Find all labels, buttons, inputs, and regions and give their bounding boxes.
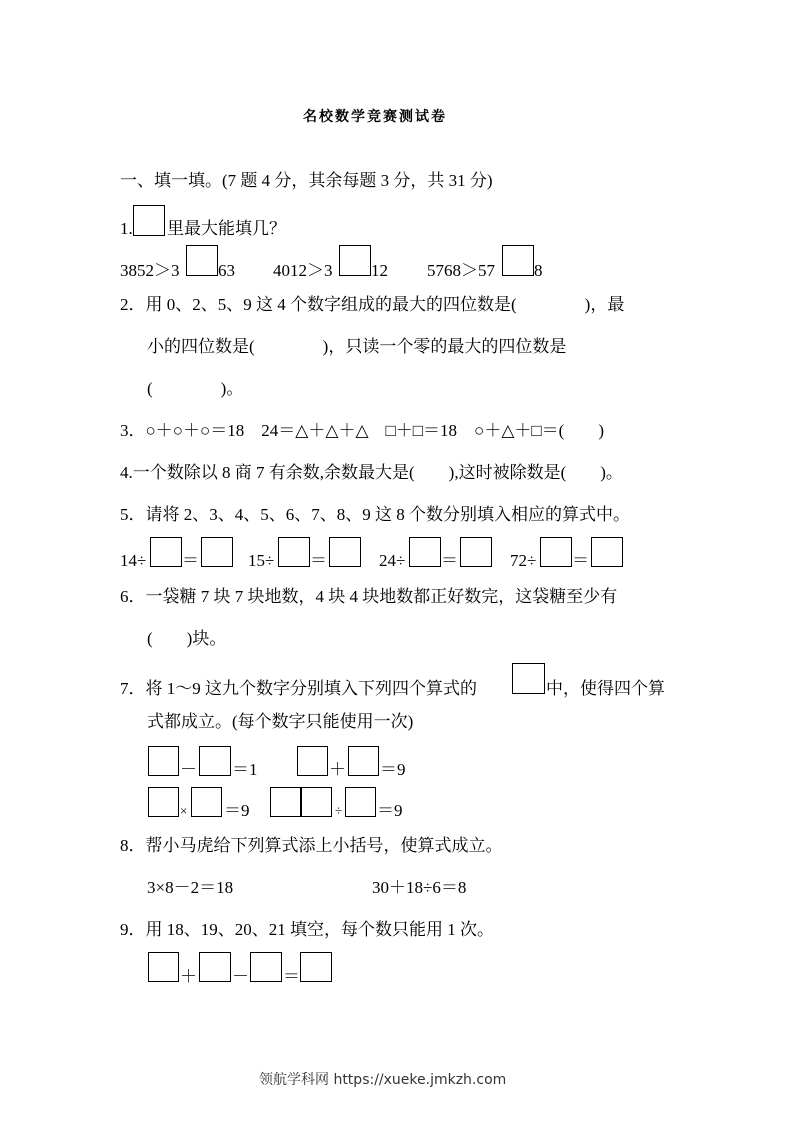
answer-box: [186, 245, 218, 276]
q5-expression-3: 24÷: [379, 551, 406, 570]
q7-result-1: ＝1: [232, 760, 258, 779]
q7-result-4: ＝9: [377, 801, 403, 820]
answer-box: [591, 537, 623, 567]
q8-expression-2: 30＋18÷6＝8: [372, 878, 467, 897]
q1-expression-c-left: 5768＞57: [427, 261, 495, 280]
answer-box: [278, 537, 310, 567]
question-2-line-2: 小的四位数是( )，只读一个零的最大的四位数是: [147, 337, 567, 356]
question-2-line-1: 2．用 0、2、5、9 这 4 个数字组成的最大的四位数是( )，最: [120, 295, 625, 314]
answer-box: [512, 663, 545, 694]
question-7-line-2: 式都成立。(每个数字只能使用一次): [147, 712, 414, 731]
q7-result-3: ＝9: [224, 801, 250, 820]
answer-box: [150, 537, 182, 567]
question-1-text: 里最大能填几？: [167, 219, 286, 238]
equals-sign: ＝: [283, 967, 300, 986]
answer-box: [148, 746, 179, 776]
answer-box: [148, 952, 179, 982]
section-heading: 一、填一填。(7 题 4 分，其余每题 3 分，共 31 分): [120, 171, 493, 190]
q5-expression-1: 14÷: [120, 551, 147, 570]
question-4: 4.一个数除以 8 商 7 有余数,余数最大是( ),这时被除数是( )。: [120, 463, 623, 482]
answer-box: [191, 787, 222, 817]
answer-box: [348, 746, 379, 776]
question-5: 5．请将 2、3、4、5、6、7、8、9 这 8 个数分别填入相应的算式中。: [120, 505, 630, 524]
answer-box: [339, 245, 371, 276]
minus-sign: －: [232, 967, 249, 986]
answer-box: [133, 205, 165, 236]
equals-sign: ＝: [572, 551, 589, 570]
answer-box: [199, 746, 231, 776]
minus-sign: －: [180, 760, 197, 779]
footer-watermark: 领航学科网 https://xueke.jmkzh.com: [259, 1072, 507, 1088]
question-6-line-2: ( )块。: [147, 629, 227, 648]
question-9: 9．用 18、19、20、21 填空，每个数只能用 1 次。: [120, 920, 494, 939]
question-3: 3．○＋○＋○＝18 24＝△＋△＋△ □＋□＝18 ○＋△＋□＝( ): [120, 421, 604, 440]
answer-box: [540, 537, 572, 567]
answer-box: [250, 952, 282, 982]
question-1-number: 1.: [120, 219, 133, 238]
plus-sign: ＋: [329, 760, 346, 779]
question-7-line-1a: 7．将 1～9 这九个数字分别填入下列四个算式的: [120, 679, 477, 698]
q5-expression-2: 15÷: [248, 551, 275, 570]
divide-sign: ÷: [335, 803, 343, 818]
answer-box: [502, 245, 534, 276]
answer-box: [345, 787, 376, 817]
answer-box: [409, 537, 441, 567]
answer-box: [148, 787, 179, 817]
answer-box: [329, 537, 361, 567]
q8-expression-1: 3×8－2＝18: [147, 878, 234, 897]
answer-box: [297, 746, 328, 776]
page-title: 名校数学竞赛测试卷: [303, 109, 447, 125]
answer-box: [199, 952, 231, 982]
q1-expression-a-left: 3852＞3: [120, 261, 180, 280]
times-sign: ×: [180, 803, 188, 818]
equals-sign: ＝: [441, 551, 458, 570]
answer-box: [270, 787, 301, 817]
q5-expression-4: 72÷: [510, 551, 537, 570]
equals-sign: ＝: [182, 551, 199, 570]
plus-sign: ＋: [180, 967, 197, 986]
question-6-line-1: 6．一袋糖 7 块 7 块地数，4 块 4 块地数都正好数完，这袋糖至少有: [120, 587, 618, 606]
question-2-line-3: ( )。: [147, 379, 244, 398]
answer-box: [460, 537, 492, 567]
equals-sign: ＝: [310, 551, 327, 570]
answer-box: [301, 787, 332, 817]
answer-box: [300, 952, 332, 982]
answer-box: [201, 537, 233, 567]
q1-expression-b-left: 4012＞3: [273, 261, 333, 280]
q1-expression-c-right: 8: [534, 261, 543, 280]
question-8: 8．帮小马虎给下列算式添上小括号，使算式成立。: [120, 836, 503, 855]
q1-expression-a-right: 63: [218, 261, 235, 280]
question-7-line-1b: 中，使得四个算: [546, 679, 665, 698]
q1-expression-b-right: 12: [371, 261, 388, 280]
q7-result-2: ＝9: [380, 760, 406, 779]
